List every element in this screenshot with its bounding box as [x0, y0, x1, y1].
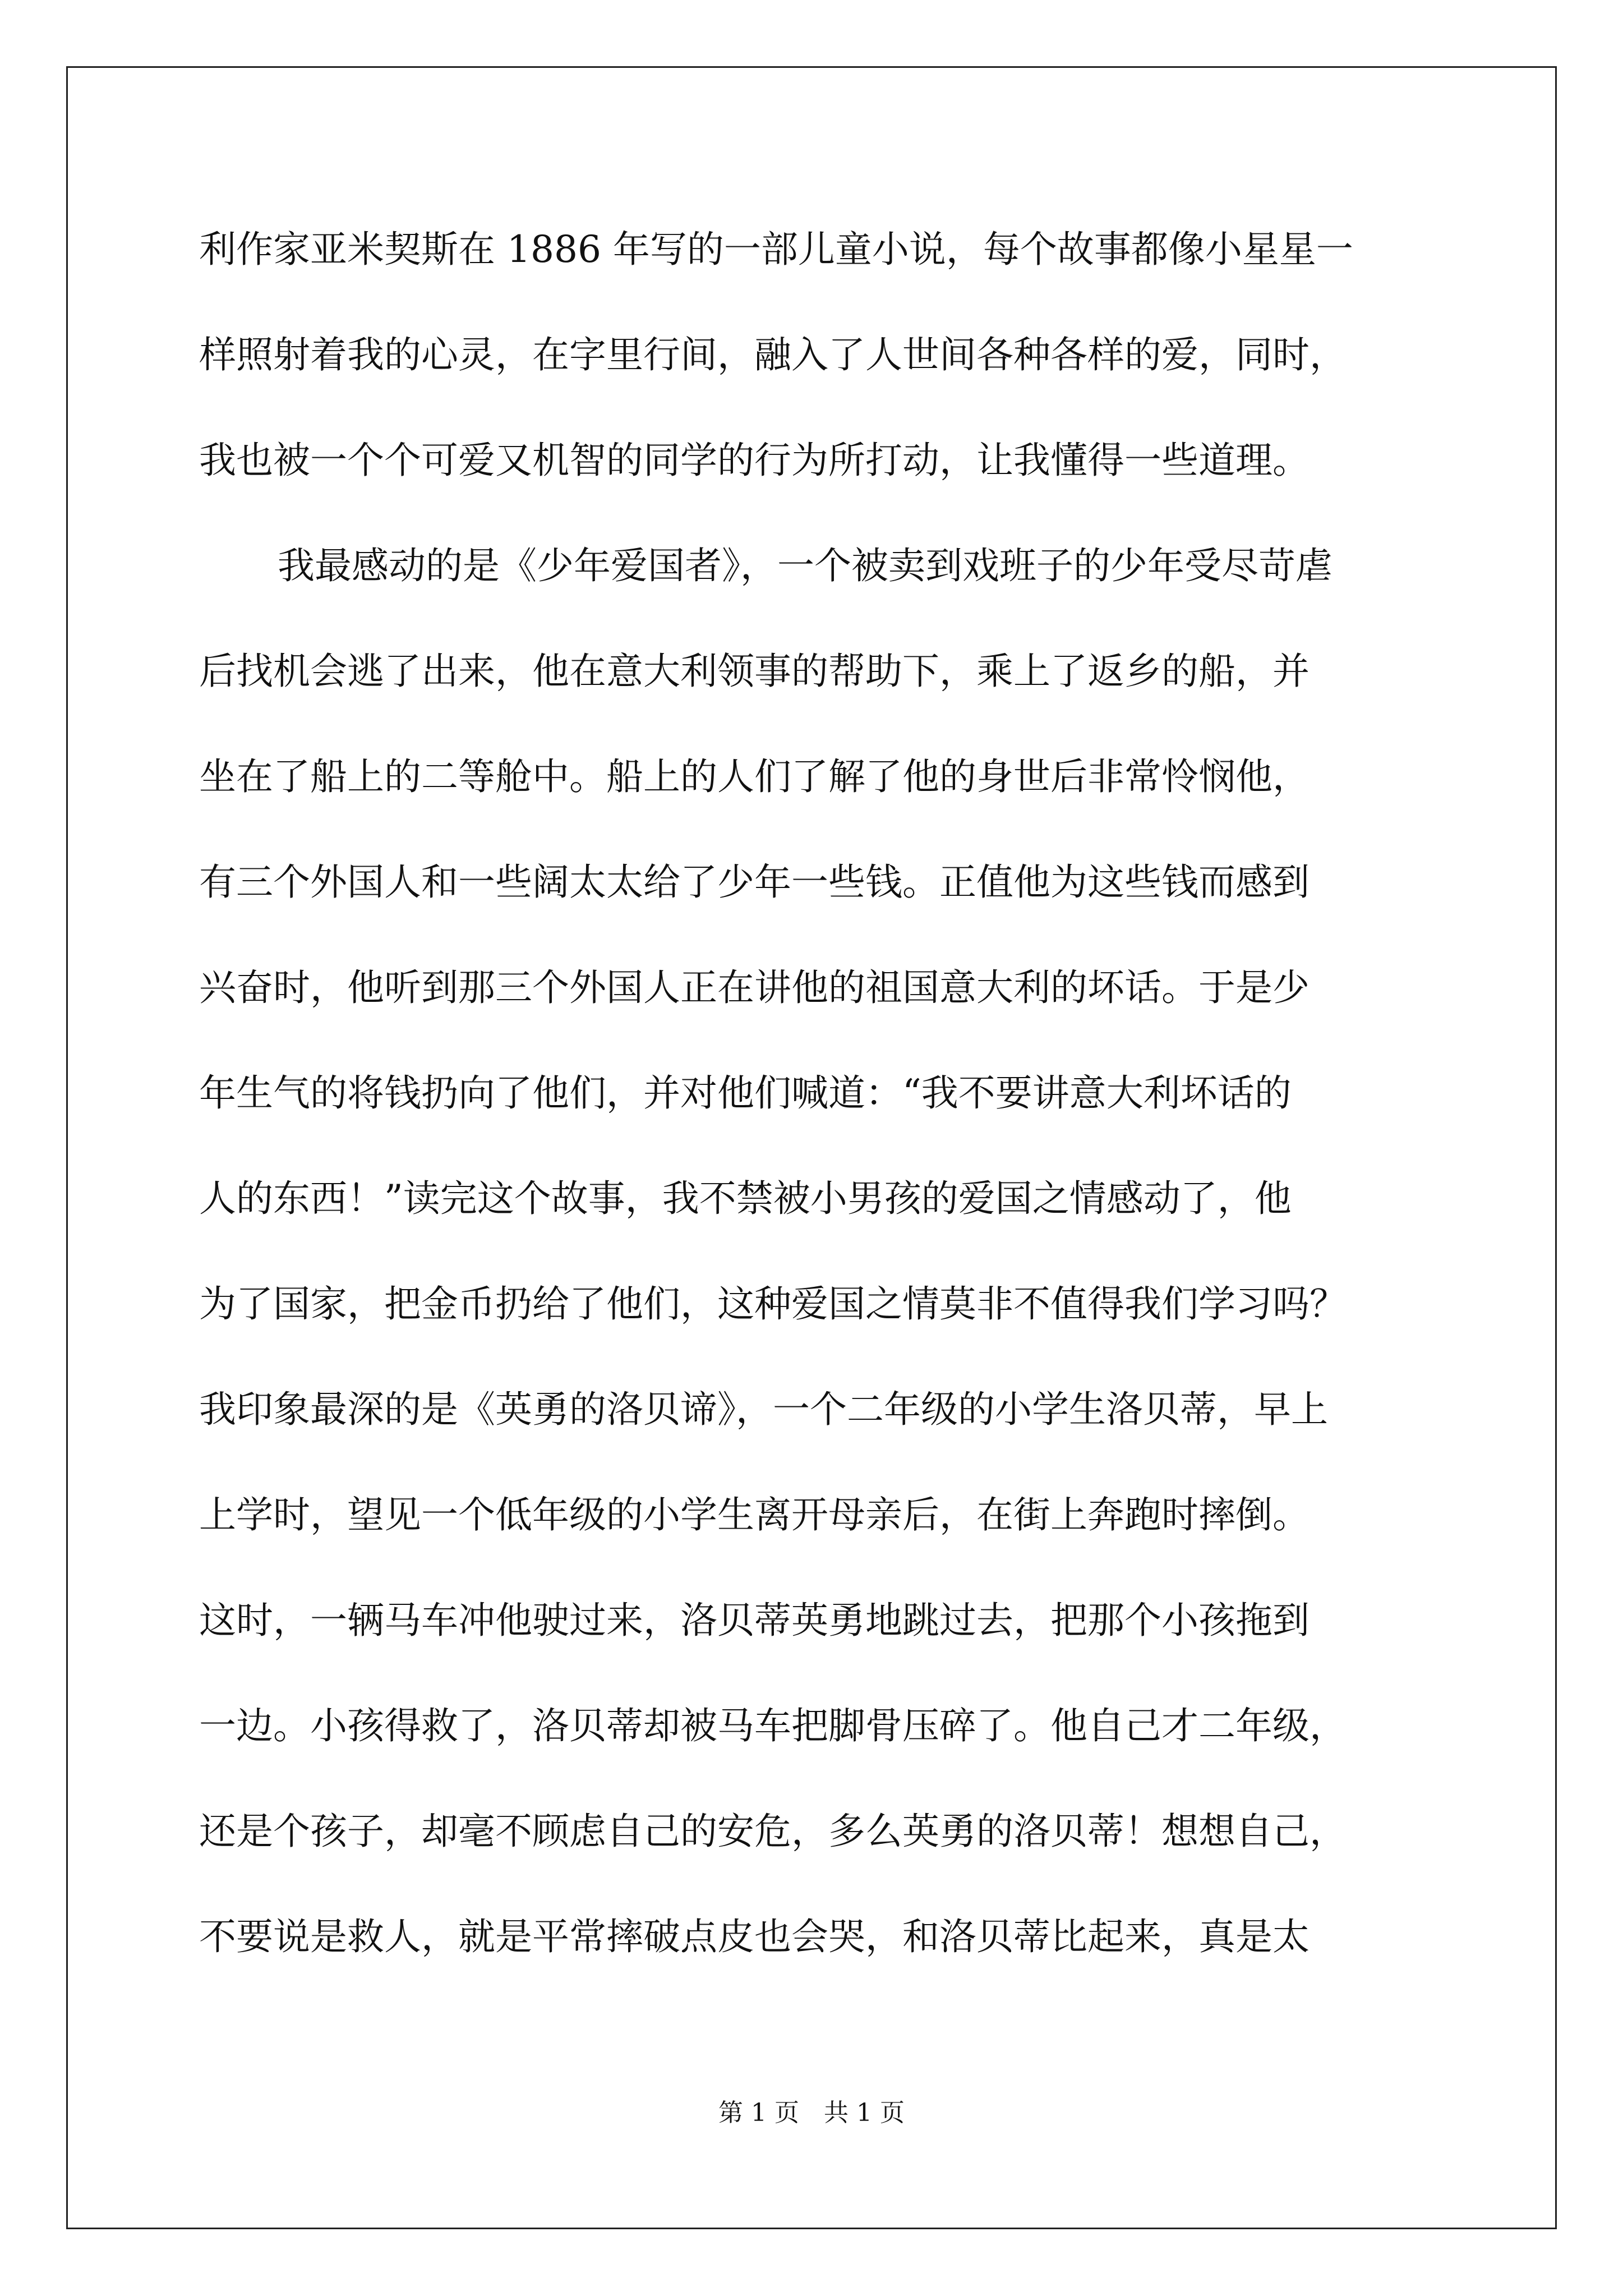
text-line: 我印象最深的是《英勇的洛贝谛》，一个二年级的小学生洛贝蒂，早上: [199, 1388, 1328, 1431]
body-text: [199, 216, 1450, 2009]
text-line: 年生气的将钱扔向了他们，并对他们喊道：“我不要讲意大利坏话的: [199, 1071, 1292, 1115]
text-line: 坐在了船上的二等舱中。船上的人们了解了他的身世后非常怜悯他，: [199, 755, 1310, 798]
text-line: 样照射着我的心灵，在字里行间，融入了人世间各种各样的爱，同时，: [199, 333, 1347, 376]
text-line: 不要说是救人，就是平常摔破点皮也会哭，和洛贝蒂比起来，真是太: [199, 1915, 1310, 1958]
text-line: 上学时，望见一个低年级的小学生离开母亲后，在街上奔跑时摔倒。: [199, 1493, 1310, 1536]
text-line: 为了国家，把金币扔给了他们，这种爱国之情莫非不值得我们学习吗？: [199, 1282, 1347, 1326]
text-line: 我也被一个个可爱又机智的同学的行为所打动，让我懂得一些道理。: [199, 439, 1310, 482]
paragraph-start-line: 我最感动的是《少年爱国者》，一个被卖到戏班子的少年受尽苛虐: [278, 544, 1332, 587]
page-footer: [0, 2092, 1623, 2128]
text-line: 还是个孩子，却毫不顾虑自己的安危，多么英勇的洛贝蒂！想想自己，: [199, 1810, 1347, 1853]
text-line: 这时，一辆马车冲他驶过来，洛贝蒂英勇地跳过去，把那个小孩拖到: [199, 1599, 1310, 1642]
page-number: 第 1 页 共 1 页: [718, 2099, 905, 2127]
text-line: 利作家亚米契斯在 1886 年写的一部儿童小说，每个故事都像小星星一: [199, 228, 1353, 271]
text-line: 一边。小孩得救了，洛贝蒂却被马车把脚骨压碎了。他自己才二年级，: [199, 1704, 1347, 1747]
text-line: 人的东西！”读完这个故事，我不禁被小男孩的爱国之情感动了，他: [199, 1177, 1292, 1220]
text-line: 兴奋时，他听到那三个外国人正在讲他的祖国意大利的坏话。于是少: [199, 966, 1310, 1009]
text-line: 后找机会逃了出来，他在意大利领事的帮助下，乘上了返乡的船，并: [199, 650, 1310, 693]
text-line: 有三个外国人和一些阔太太给了少年一些钱。正值他为这些钱而感到: [199, 861, 1310, 904]
